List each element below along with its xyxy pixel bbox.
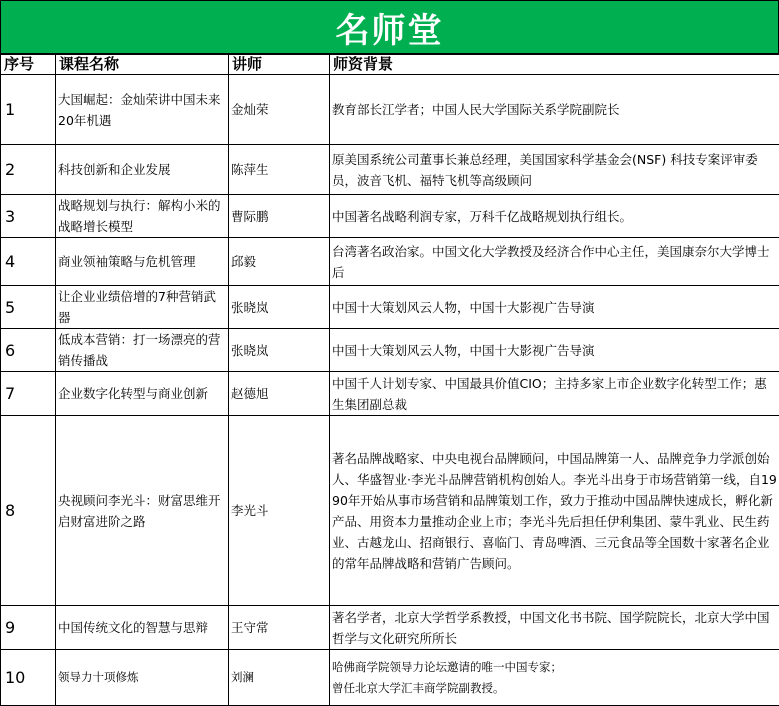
course-name[interactable]: 科技创新和企业发展 <box>56 145 229 195</box>
teacher-name[interactable]: 王守常 <box>229 606 330 650</box>
table-row <box>1 372 779 416</box>
background-line: 曾任北京大学汇丰商学院副教授。 <box>332 680 505 695</box>
table-row <box>1 195 779 238</box>
course-name[interactable]: 让企业业绩倍增的7种营销武器 <box>56 286 229 329</box>
sheet-title: 名师堂 <box>0 0 779 54</box>
table-row <box>1 75 779 145</box>
header-teacher[interactable]: 讲师 <box>229 55 330 75</box>
header-row <box>1 55 779 75</box>
teacher-background[interactable]: 中国十大策划风云人物，中国十大影视广告导演 <box>330 329 779 372</box>
row-number[interactable]: 5 <box>1 286 56 329</box>
teacher-background[interactable]: 著名学者，北京大学哲学系教授，中国文化书书院、国学院院长，北京大学中国哲学与文化研究所所长 <box>330 606 779 650</box>
row-number[interactable]: 1 <box>1 75 56 145</box>
teacher-name[interactable]: 赵德旭 <box>229 372 330 416</box>
teacher-background[interactable]: 中国十大策划风云人物，中国十大影视广告导演 <box>330 286 779 329</box>
teacher-name[interactable]: 刘澜 <box>229 650 330 706</box>
row-number[interactable]: 8 <box>1 416 56 606</box>
teacher-background[interactable]: 著名品牌战略家、中央电视台品牌顾问，中国品牌第一人、品牌竞争力学派创始人、华盛智业·李光斗品牌营销机构创始人。李光斗出身于市场营销第一线，自1990年开始从事市场营销和品牌策划工作，致力于推动中国品牌快速成长，孵化新产品、用资本力量推动企业上市；李光斗先后担任伊利集团、蒙牛乳业、民生药业、古越龙山、招商银行、喜临门、青岛啤酒、三元食品等全国数十家著名企业的常年品牌战略和营销广告顾问。 <box>330 416 779 606</box>
table-row <box>1 416 779 606</box>
teacher-table <box>0 54 779 706</box>
course-name[interactable]: 商业领袖策略与危机管理 <box>56 238 229 286</box>
header-no[interactable]: 序号 <box>1 55 56 75</box>
course-name[interactable]: 领导力十项修炼 <box>56 650 229 706</box>
teacher-background[interactable]: 原美国系统公司董事长兼总经理，美国国家科学基金会(NSF) 科技专案评审委员，波音飞机、福特飞机等高级顾问 <box>330 145 779 195</box>
teacher-background[interactable]: 中国千人计划专家、中国最具价值CIO；主持多家上市企业数字化转型工作；惠生集团副总裁 <box>330 372 779 416</box>
course-name[interactable]: 中国传统文化的智慧与思辩 <box>56 606 229 650</box>
row-number[interactable]: 2 <box>1 145 56 195</box>
table-row <box>1 650 779 706</box>
teacher-background[interactable] <box>330 650 779 706</box>
row-number[interactable]: 10 <box>1 650 56 706</box>
course-name[interactable]: 低成本营销：打一场漂亮的营销传播战 <box>56 329 229 372</box>
teacher-background[interactable]: 台湾著名政治家。中国文化大学教授及经济合作中心主任，美国康奈尔大学博士后 <box>330 238 779 286</box>
header-bio[interactable]: 师资背景 <box>330 55 779 75</box>
teacher-name[interactable]: 张晓岚 <box>229 329 330 372</box>
row-number[interactable]: 4 <box>1 238 56 286</box>
table-row <box>1 145 779 195</box>
teacher-name[interactable]: 邱毅 <box>229 238 330 286</box>
course-name[interactable]: 企业数字化转型与商业创新 <box>56 372 229 416</box>
header-course[interactable]: 课程名称 <box>56 55 229 75</box>
row-number[interactable]: 7 <box>1 372 56 416</box>
course-name[interactable]: 大国崛起：金灿荣讲中国未来20年机遇 <box>56 75 229 145</box>
table-row <box>1 606 779 650</box>
course-name[interactable]: 央视顾问李光斗：财富思维开启财富进阶之路 <box>56 416 229 606</box>
teacher-name[interactable]: 陈萍生 <box>229 145 330 195</box>
row-number[interactable]: 6 <box>1 329 56 372</box>
teacher-background[interactable]: 教育部长江学者；中国人民大学国际关系学院副院长 <box>330 75 779 145</box>
teacher-name[interactable]: 曹际鹏 <box>229 195 330 238</box>
teacher-background[interactable]: 中国著名战略利润专家，万科千亿战略规划执行组长。 <box>330 195 779 238</box>
teacher-name[interactable]: 张晓岚 <box>229 286 330 329</box>
row-number[interactable]: 9 <box>1 606 56 650</box>
table-row <box>1 238 779 286</box>
background-line: 哈佛商学院领导力论坛邀请的唯一中国专家； <box>332 659 562 674</box>
course-name[interactable]: 战略规划与执行：解构小米的战略增长模型 <box>56 195 229 238</box>
row-number[interactable]: 3 <box>1 195 56 238</box>
teacher-name[interactable]: 李光斗 <box>229 416 330 606</box>
table-row <box>1 286 779 329</box>
teacher-name[interactable]: 金灿荣 <box>229 75 330 145</box>
table-row <box>1 329 779 372</box>
